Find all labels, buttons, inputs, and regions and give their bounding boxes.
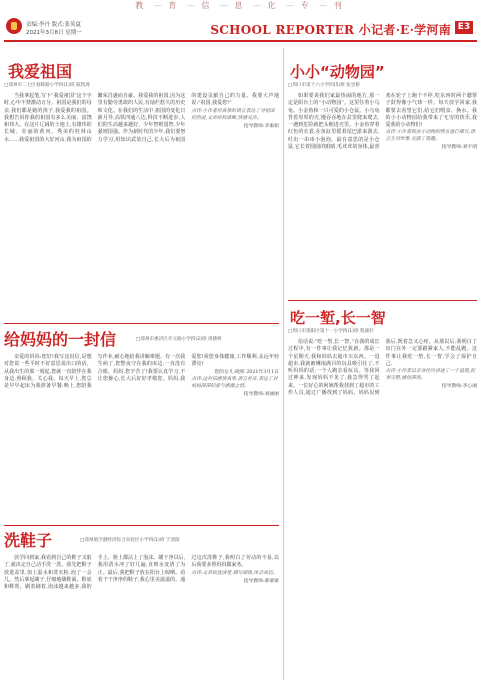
band-char: 专 — [300, 1, 313, 10]
issue-date: 2021年3月8日 星期一 — [26, 30, 82, 36]
article-divider — [4, 525, 279, 526]
article-byline: □周口市第十六小学四(5)班 张昱桥 — [288, 83, 361, 88]
article-washing-shoes — [4, 531, 279, 683]
article-columns — [288, 93, 477, 293]
band-char: 刊 — [333, 1, 346, 10]
band-char: 教 — [135, 1, 148, 10]
article-comment: 点评:小作者以亲身经历讲述了一个道理,叙事完整,感悟深刻。 — [385, 369, 475, 382]
letter-signature: 您的女儿:晓妍 2021年3月1日 — [214, 369, 279, 375]
masthead-divider — [4, 40, 477, 42]
article-letter-to-mom — [4, 330, 279, 523]
article-byline: □郑州市二七区春晖路小学四(1)班 陈凯琦 — [4, 83, 90, 88]
article-columns — [4, 93, 279, 311]
band-char: 息 — [234, 1, 247, 10]
article-title: 洗鞋子 — [4, 531, 53, 550]
article-comment: 点评:文章叙述清楚,描写细致,体会真切。 — [191, 570, 278, 576]
article-lesson-learned — [288, 308, 477, 683]
article-byline: □郑州市惠济区开元路小学四(2)班 周晓妍 — [136, 337, 222, 342]
article-comment: 点评:小作者用真挚的语言表达了对祖国的热爱,文章结构清晰,情感充沛。 — [191, 108, 275, 121]
editor-credit: 责编:李丹 版式:张英夏 — [26, 22, 81, 28]
teacher-credit: 指导教师:刘宇朗 — [441, 145, 477, 151]
article-body: 当我拿起笔,写下“我爱祖国”这个字时,心中不禁激动万分。祖国是我们的母亲,我们都是她的孩子,我爱我的祖国。我想告诉你我的祖国有多么美丽、富饶和伟大。在这片辽阔的土地上,有雄伟的长城、壮丽的黄河、秀美的桂林山水……我爱祖国的大好河山,我为祖国的繁荣昌盛而自豪。我爱我的祖国,因为这里有勤劳勇敢的人民,有灿烂悠久的历史和文化。在我们的生活中,祖国的变化日新月异,高铁四通八达,科技不断进步,人们的生活越来越好。少年智则国智,少年强则国强。作为新时代的少年,我们要努力学习,用知识武装自己,长大后为祖国的建设贡献自己的力量。我要大声地说:“祖国,我爱您!” — [4, 93, 279, 143]
page-number-badge: E3 — [455, 21, 473, 34]
article-comment: 点评:这封信感情真挚,语言朴实,表达了对妈妈深深的爱与感激之情。 — [191, 376, 278, 389]
article-columns — [288, 339, 477, 679]
teacher-credit: 指导教师:李心丽 — [441, 384, 477, 390]
article-columns — [4, 354, 279, 519]
section-title: SCHOOL REPORTER 小记者·E·学河南 — [210, 23, 451, 37]
teacher-credit: 指导教师:刘丽丽 — [243, 391, 279, 397]
article-title: 给妈妈的一封信 — [4, 330, 117, 349]
section-band: 教 — 育 — 信 — 息 — 化 — 专 — 刊 — [135, 1, 346, 10]
article-divider — [288, 300, 477, 301]
article-byline: □郑州航空港经济综合实验区小学四(1)班 于清阳 — [80, 538, 180, 543]
article-little-zoo — [288, 62, 477, 297]
article-i-love-motherland — [4, 62, 279, 320]
article-body: 如果要说我们家最热闹的地方,那一定是阳台上的“小动物园”。这里住着小乌龟、小金鱼和一只可爱的小仓鼠。小乌龟背着厚厚的壳,慢吞吞地在盆里爬来爬去,一遇到危险就把头缩进壳里。小金鱼穿着红色的衣裳,在鱼缸里摇着尾巴游来游去,吐出一串串小泡泡。最有意思的是小仓鼠,它长着圆圆的眼睛,毛茸茸的身体,最喜欢在轮子上跑个不停,吃东西时两个腮帮子鼓得像小气球一样。每天放学回家,我都要去看望它们,给它们喂食、换水。我的小小动物园给我带来了无穷的快乐,我爱我的小动物们! — [288, 93, 477, 151]
article-columns — [4, 555, 279, 681]
band-char: 信 — [201, 1, 214, 10]
masthead — [0, 15, 481, 41]
column-divider — [283, 48, 284, 680]
band-char: 育 — [168, 1, 181, 10]
band-char: 化 — [267, 1, 280, 10]
article-title: 小小“动物园” — [290, 63, 385, 81]
article-byline: □周口市淮阳区第十一小学四(1)班 程骏轩 — [288, 329, 374, 334]
article-comment: 点评:小作者抓住小动物的特点进行描写,语言生动形象,充满了童趣。 — [385, 130, 475, 143]
article-title: 吃一堑,长一智 — [290, 309, 386, 327]
newspaper-logo-icon — [6, 18, 22, 34]
article-title: 我爱祖国 — [8, 62, 73, 81]
article-body: 亲爱的妈妈:您好!我写这封信,是想对您说一些平时不好意思说出口的话。从我出生的那一刻起,您就一直陪伴在我身边,照顾我、关心我。每天早上,您总是早早起床为我准备早餐;晚上,您陪我写作业,耐心地给我讲解难题。有一次我生病了,您整夜守在我的床边,一直没有合眼。妈妈,您辛苦了!我要认真学习,不让您操心,长大后好好孝敬您。妈妈,我爱您!祝您身体健康,工作顺利,永远年轻漂亮! — [4, 354, 279, 390]
article-body: 放学回到家,我看到自己的鞋子又脏了,就决定自己动手洗一洗。我先把鞋子放进盆里,加上温水和洗衣粉,泡了一会儿。然后拿起刷子,仔细地刷鞋面、鞋底和鞋帮。刷着刷着,泡沫越来越多,我的手上、脸上都沾上了泡沫。刷干净以后,我用清水冲了好几遍,直到水变清了为止。最后,我把鞋子放在阳台上晾晒。看着干干净净的鞋子,我心里美滋滋的。通过这次洗鞋子,我明白了劳动的不易,以后我要多帮妈妈做家务。 — [4, 555, 279, 591]
article-body: 俗话说:“吃一堑,长一智。”在我的成长过程中,有一件事让我记忆犹新。那是一个星期天,我和妈妈去超市买东西。一进超市,我就被琳琅满目的玩具吸引住了,不听妈妈的话,一个人跑去看玩具。等我回过神来,发现妈妈不见了,我急得哭了起来。一位好心的阿姨帮我找到了超市的工作人员,通过广播找到了妈妈。妈妈见到我后,既着急又心疼。从那以后,我明白了出门在外一定要跟紧家人,不能乱跑。这件事让我吃一堑,长一智,学会了保护自己。 — [288, 339, 477, 397]
teacher-credit: 指导教师:郝蒙蒙 — [243, 578, 279, 584]
teacher-credit: 指导教师:李素娟 — [243, 123, 279, 129]
article-divider — [4, 323, 279, 324]
